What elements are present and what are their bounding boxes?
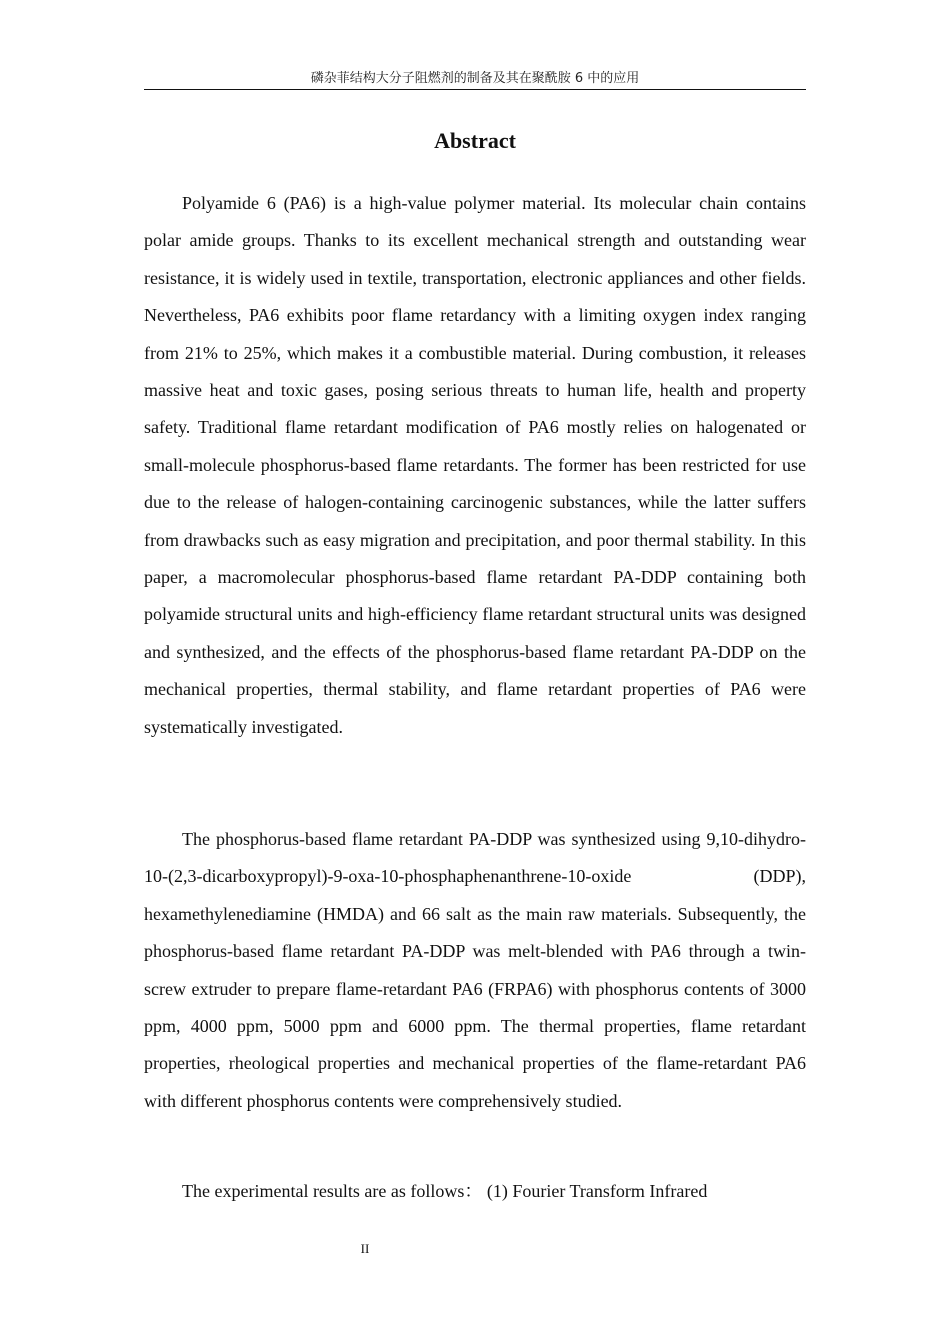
running-header: 磷杂菲结构大分子阻燃剂的制备及其在聚酰胺 6 中的应用 <box>310 71 640 86</box>
abstract-paragraph-2: The phosphorus-based flame retardant PA-DDP was synthesized using 9,10-dihydro-10-(2,3-dicarboxypropyl)-9-oxa-10-phosphaphenanthrene-10-oxide (DDP), hexamethylenediamine (HMDA) and 66 salt as the main raw materials. Subsequently, the phosphorus-based flame retardant PA-DDP was melt-blended with PA6 through a twin-screw extruder to prepare flame-retardant PA6 (FRPA6) with phosphorus contents of 3000 ppm, 4000 ppm, 5000 ppm and 6000 ppm. The thermal properties, flame retardant properties, rheological properties and mechanical properties of the flame-retardant PA6 with different phosphorus contents were comprehensively studied. <box>144 829 806 1111</box>
abstract-title: Abstract <box>434 128 516 153</box>
header-divider <box>144 89 806 90</box>
abstract-paragraph-3: The experimental results are as follows： (1) Fourier Transform Infrared <box>182 1181 708 1201</box>
page-number: II <box>360 1241 370 1256</box>
abstract-paragraph-1: Polyamide 6 (PA6) is a high-value polymer material. Its molecular chain contains polar amide groups. Thanks to its excellent mechanical strength and outstanding wear resistance, it is widely used in textile, transportation, electronic appliances and other fields. Nevertheless, PA6 exhibits poor flame retardancy with a limiting oxygen index ranging from 21% to 25%, which makes it a combustible material. During combustion, it releases massive heat and toxic gases, posing serious threats to human life, health and property safety. Traditional flame retardant modification of PA6 mostly relies on halogenated or small-molecule phosphorus-based flame retardants. The former has been restricted for use due to the release of halogen-containing carcinogenic substances, while the latter suffers from drawbacks such as easy migration and precipitation, and poor thermal stability. In this paper, a macromolecular phosphorus-based flame retardant PA-DDP containing both polyamide structural units and high-efficiency flame retardant structural units was designed and synthesized, and the effects of the phosphorus-based flame retardant PA-DDP on the mechanical properties, thermal stability, and flame retardant properties of PA6 were systematically investigated. <box>144 193 806 737</box>
